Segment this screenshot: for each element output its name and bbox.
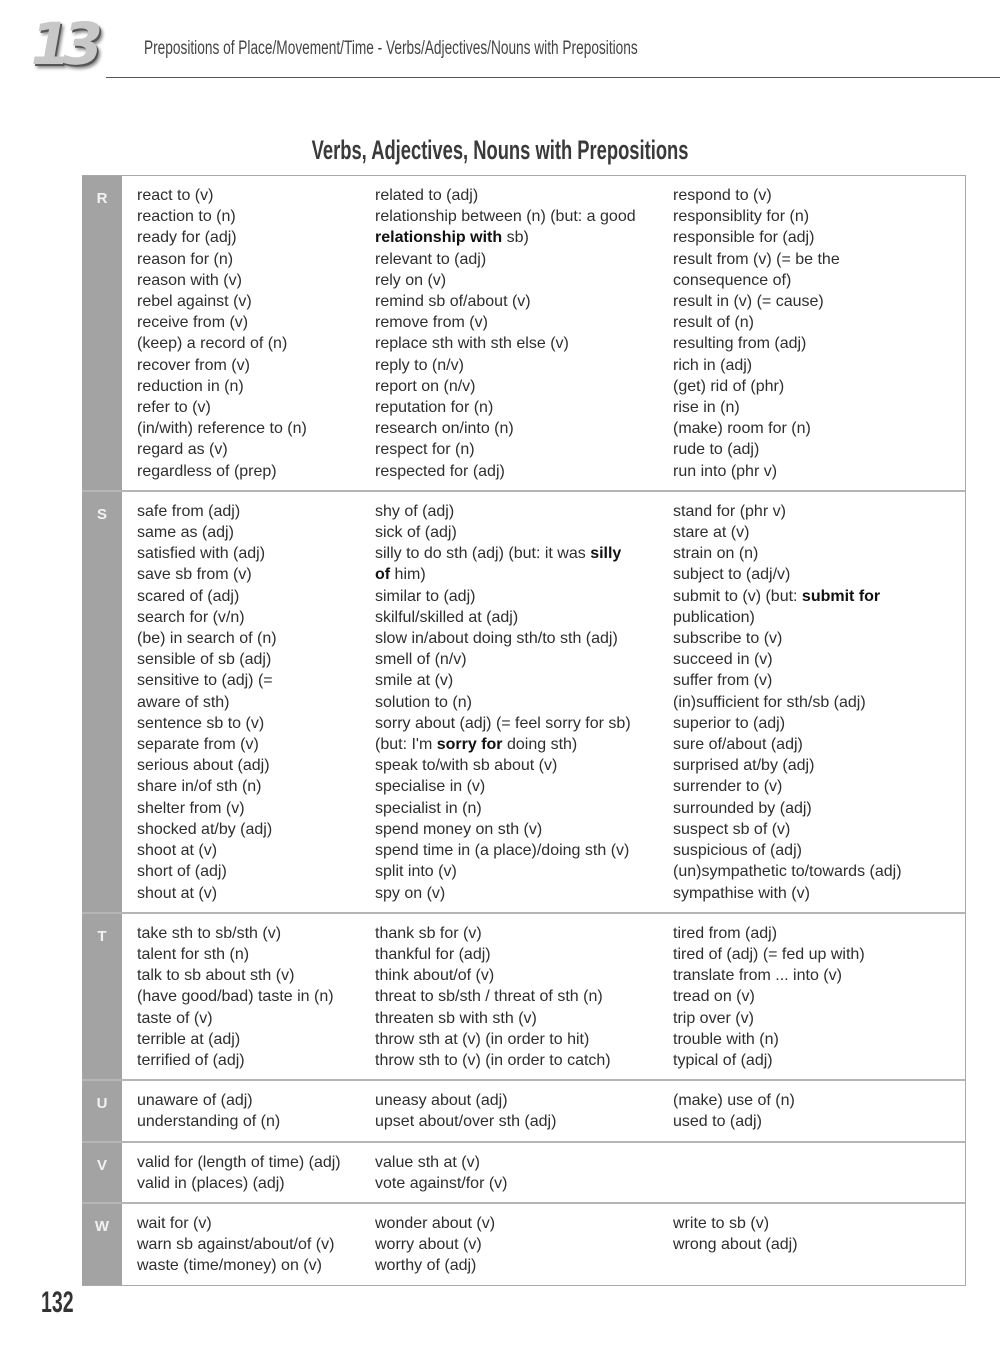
entry-line: recover from (v) bbox=[137, 356, 250, 374]
section-letter: S bbox=[82, 492, 122, 912]
entry-column bbox=[375, 1204, 673, 1285]
section-letter: V bbox=[82, 1143, 122, 1202]
entry-line: reason with (v) bbox=[137, 271, 242, 289]
entry-line: (in/with) reference to (n) bbox=[137, 420, 307, 438]
prepositions-table bbox=[82, 175, 966, 1286]
entry-line: take sth to sb/sth (v) bbox=[137, 924, 282, 942]
entry-line: suspicious of (adj) bbox=[673, 842, 802, 860]
running-header: Prepositions of Place/Movement/Time - Verbs/Adjectives/Nouns with Prepositions bbox=[144, 38, 638, 59]
entry-line: serious about (adj) bbox=[137, 757, 270, 775]
entry-line: remove from (v) bbox=[375, 314, 488, 332]
entry-column bbox=[375, 914, 673, 1079]
entry-line: sure of/about (adj) bbox=[673, 736, 803, 754]
entry-line: separate from (v) bbox=[137, 736, 259, 754]
entry-line: understanding of (n) bbox=[137, 1113, 281, 1131]
entry-line: sensitive to (adj) (= bbox=[137, 672, 273, 690]
entry-line: threaten sb with sth (v) bbox=[375, 1009, 537, 1027]
entry-line: speak to/with sb about (v) bbox=[375, 757, 558, 775]
entry-line: talent for sth (n) bbox=[137, 945, 250, 963]
entry-line: strain on (n) bbox=[673, 545, 759, 563]
entry-line: wait for (v) bbox=[137, 1214, 212, 1232]
entry-line: search for (v/n) bbox=[137, 608, 245, 626]
chapter-number-logo: 13 bbox=[24, 10, 101, 78]
entry-line: reduction in (n) bbox=[137, 377, 244, 395]
header-divider bbox=[106, 77, 1000, 78]
bold-phrase: sorry for bbox=[436, 736, 503, 754]
entry-line: wrong about (adj) bbox=[673, 1236, 798, 1254]
entry-line: respected for (adj) bbox=[375, 462, 505, 480]
entry-line: refer to (v) bbox=[137, 399, 211, 417]
entry-line: share in/of sth (n) bbox=[137, 778, 262, 796]
entry-line: rise in (n) bbox=[673, 399, 740, 417]
entry-text: silly to do sth (adj) (but: it was bbox=[375, 545, 591, 563]
entry-line: write to sb (v) bbox=[673, 1214, 770, 1232]
entry-line: remind sb of/about (v) bbox=[375, 293, 531, 311]
entry-column bbox=[375, 1143, 673, 1202]
page-number: 132 bbox=[41, 1286, 74, 1319]
entry-line: respect for (n) bbox=[375, 441, 475, 459]
section-t bbox=[82, 914, 965, 1081]
entry-line: suspect sb of (v) bbox=[673, 820, 791, 838]
bold-phrase: of bbox=[375, 566, 391, 584]
entry-line: sensible of sb (adj) bbox=[137, 651, 272, 669]
entry-line: vote against/for (v) bbox=[375, 1174, 508, 1192]
entry-line: sentence sb to (v) bbox=[137, 714, 265, 732]
entry-line: unaware of (adj) bbox=[137, 1092, 253, 1110]
entry-line: stand for (phr v) bbox=[673, 502, 786, 520]
entry-line: waste (time/money) on (v) bbox=[137, 1257, 322, 1275]
entry-line: succeed in (v) bbox=[673, 651, 773, 669]
entry-text: him) bbox=[390, 566, 426, 584]
entry-line: suffer from (v) bbox=[673, 672, 773, 690]
section-letter: T bbox=[82, 914, 122, 1079]
entry-line: solution to (n) bbox=[375, 693, 472, 711]
entry-column bbox=[673, 1081, 965, 1140]
entry-line: skilful/skilled at (adj) bbox=[375, 608, 519, 626]
entry-line: terrible at (adj) bbox=[137, 1030, 241, 1048]
entry-line: same as (adj) bbox=[137, 524, 234, 542]
entry-line: typical of (adj) bbox=[673, 1051, 773, 1069]
entry-line: terrified of (adj) bbox=[137, 1051, 245, 1069]
entry-line: subscribe to (v) bbox=[673, 630, 783, 648]
entry-line: save sb from (v) bbox=[137, 566, 252, 584]
entry-column bbox=[122, 1204, 375, 1285]
entry-line: slow in/about doing sth/to sth (adj) bbox=[375, 630, 618, 648]
entry-line: sorry about (adj) (= feel sorry for sb) bbox=[375, 714, 631, 732]
entry-line: thank sb for (v) bbox=[375, 924, 482, 942]
entry-line: result in (v) (= cause) bbox=[673, 293, 824, 311]
entry-line: value sth at (v) bbox=[375, 1153, 480, 1171]
entry-line: valid in (places) (adj) bbox=[137, 1174, 285, 1192]
entry-line: run into (phr v) bbox=[673, 462, 778, 480]
entry-line bbox=[673, 586, 965, 607]
section-v bbox=[82, 1143, 965, 1204]
entry-line: related to (adj) bbox=[375, 187, 479, 204]
entry-line: throw sth at (v) (in order to hit) bbox=[375, 1030, 590, 1048]
entry-line: wonder about (v) bbox=[375, 1214, 496, 1232]
entry-line: worthy of (adj) bbox=[375, 1257, 477, 1275]
entry-line: reaction to (n) bbox=[137, 208, 236, 226]
entry-line: (keep) a record of (n) bbox=[137, 335, 288, 353]
entry-line: respond to (v) bbox=[673, 187, 772, 204]
entry-line: relevant to (adj) bbox=[375, 250, 487, 268]
entry-line: superior to (adj) bbox=[673, 714, 786, 732]
entry-line: tired from (adj) bbox=[673, 924, 778, 942]
entry-line: resulting from (adj) bbox=[673, 335, 807, 353]
entry-line: ready for (adj) bbox=[137, 229, 237, 247]
entry-line: spy on (v) bbox=[375, 884, 446, 902]
entry-line: regard as (v) bbox=[137, 441, 228, 459]
entry-line: sick of (adj) bbox=[375, 524, 457, 542]
entry-line: worry about (v) bbox=[375, 1236, 482, 1254]
entry-line: stare at (v) bbox=[673, 524, 750, 542]
entry-line: spend money on sth (v) bbox=[375, 820, 543, 838]
section-r bbox=[82, 176, 965, 492]
entry-line: (make) room for (n) bbox=[673, 420, 811, 438]
entry-line: (un)sympathetic to/towards (adj) bbox=[673, 863, 902, 881]
entry-line: responsible for (adj) bbox=[673, 229, 815, 247]
entry-line: split into (v) bbox=[375, 863, 457, 881]
entry-line: rebel against (v) bbox=[137, 293, 252, 311]
entry-column bbox=[122, 492, 375, 912]
entry-line: (make) use of (n) bbox=[673, 1092, 795, 1110]
section-letter: R bbox=[82, 176, 122, 490]
entry-line: rely on (v) bbox=[375, 271, 447, 289]
entry-line: uneasy about (adj) bbox=[375, 1092, 508, 1110]
entry-line: (in)sufficient for sth/sb (adj) bbox=[673, 693, 866, 711]
entry-column bbox=[375, 492, 673, 912]
entry-line: reputation for (n) bbox=[375, 399, 494, 417]
entry-line: (have good/bad) taste in (n) bbox=[137, 988, 334, 1006]
entry-line: shout at (v) bbox=[137, 884, 218, 902]
entry-line: reply to (n/v) bbox=[375, 356, 464, 374]
entry-line: receive from (v) bbox=[137, 314, 249, 332]
entry-line: surprised at/by (adj) bbox=[673, 757, 815, 775]
entry-line: rude to (adj) bbox=[673, 441, 760, 459]
entry-line: used to (adj) bbox=[673, 1113, 762, 1131]
entry-line: taste of (v) bbox=[137, 1009, 213, 1027]
entry-line: specialist in (n) bbox=[375, 799, 482, 817]
page-title bbox=[0, 135, 1000, 166]
entry-text: (but: I'm bbox=[375, 736, 437, 754]
entry-line: responsiblity for (n) bbox=[673, 208, 810, 226]
entry-column bbox=[122, 1081, 375, 1140]
entry-line: report on (n/v) bbox=[375, 377, 476, 395]
entry-line: threat to sb/sth / threat of sth (n) bbox=[375, 988, 603, 1006]
entry-line: valid for (length of time) (adj) bbox=[137, 1153, 341, 1171]
entry-column bbox=[375, 1081, 673, 1140]
entry-line: (get) rid of (phr) bbox=[673, 377, 785, 395]
entry-line: think about/of (v) bbox=[375, 967, 495, 985]
entry-line: specialise in (v) bbox=[375, 778, 486, 796]
entry-line: upset about/over sth (adj) bbox=[375, 1113, 557, 1131]
entry-line: rich in (adj) bbox=[673, 356, 753, 374]
entry-line: tread on (v) bbox=[673, 988, 755, 1006]
entry-line: similar to (adj) bbox=[375, 587, 476, 605]
section-u bbox=[82, 1081, 965, 1142]
entry-line: result of (n) bbox=[673, 314, 754, 332]
entry-line bbox=[375, 227, 673, 248]
entry-line: research on/into (n) bbox=[375, 420, 514, 438]
entry-column bbox=[122, 1143, 375, 1202]
entry-column bbox=[673, 176, 965, 490]
entry-line bbox=[375, 543, 673, 564]
entry-line: publication) bbox=[673, 608, 755, 626]
entry-line: subject to (adj/v) bbox=[673, 566, 791, 584]
entry-line: tired of (adj) (= fed up with) bbox=[673, 945, 865, 963]
entry-column bbox=[673, 1143, 965, 1202]
section-w bbox=[82, 1204, 965, 1285]
bold-phrase: submit for bbox=[801, 587, 881, 605]
bold-phrase: silly bbox=[590, 545, 622, 563]
entry-line: react to (v) bbox=[137, 187, 214, 204]
entry-line: translate from ... into (v) bbox=[673, 967, 842, 985]
entry-line: thankful for (adj) bbox=[375, 945, 491, 963]
entry-line: relationship between (n) (but: a good bbox=[375, 208, 636, 226]
entry-line: safe from (adj) bbox=[137, 502, 241, 520]
entry-column bbox=[673, 1204, 965, 1285]
entry-line: smell of (n/v) bbox=[375, 651, 467, 669]
page-title-text: Verbs, Adjectives, Nouns with Prepositions bbox=[311, 135, 689, 165]
entry-line: smile at (v) bbox=[375, 672, 454, 690]
entry-line: shelter from (v) bbox=[137, 799, 245, 817]
entry-column bbox=[673, 914, 965, 1079]
entry-line: surrounded by (adj) bbox=[673, 799, 812, 817]
entry-line: talk to sb about sth (v) bbox=[137, 967, 295, 985]
entry-text: sb) bbox=[502, 229, 529, 247]
entry-column bbox=[122, 176, 375, 490]
entry-line: trouble with (n) bbox=[673, 1030, 779, 1048]
entry-line: aware of sth) bbox=[137, 693, 230, 711]
entry-line: consequence of) bbox=[673, 271, 792, 289]
entry-column bbox=[673, 492, 965, 912]
entry-line: short of (adj) bbox=[137, 863, 227, 881]
entry-line: satisfied with (adj) bbox=[137, 545, 266, 563]
entry-line: trip over (v) bbox=[673, 1009, 754, 1027]
entry-text: doing sth) bbox=[502, 736, 578, 754]
entry-line bbox=[375, 564, 673, 585]
entry-line: throw sth to (v) (in order to catch) bbox=[375, 1051, 611, 1069]
entry-line: (be) in search of (n) bbox=[137, 630, 277, 648]
entry-text: submit to (v) (but: bbox=[673, 587, 802, 605]
entry-line bbox=[375, 734, 673, 755]
entry-line: surrender to (v) bbox=[673, 778, 783, 796]
entry-line: reason for (n) bbox=[137, 250, 234, 268]
entry-column bbox=[375, 176, 673, 490]
entry-line: result from (v) (= be the bbox=[673, 250, 840, 268]
entry-line: shoot at (v) bbox=[137, 842, 218, 860]
entry-line: shy of (adj) bbox=[375, 502, 455, 520]
entry-line: regardless of (prep) bbox=[137, 462, 277, 480]
entry-line: spend time in (a place)/doing sth (v) bbox=[375, 842, 630, 860]
section-letter: U bbox=[82, 1081, 122, 1140]
entry-column bbox=[122, 914, 375, 1079]
entry-line: sympathise with (v) bbox=[673, 884, 810, 902]
section-letter: W bbox=[82, 1204, 122, 1285]
section-s bbox=[82, 492, 965, 914]
entry-line: shocked at/by (adj) bbox=[137, 820, 273, 838]
bold-phrase: relationship with bbox=[375, 229, 503, 247]
entry-line: scared of (adj) bbox=[137, 587, 240, 605]
entry-line: replace sth with sth else (v) bbox=[375, 335, 569, 353]
entry-line: warn sb against/about/of (v) bbox=[137, 1236, 335, 1254]
